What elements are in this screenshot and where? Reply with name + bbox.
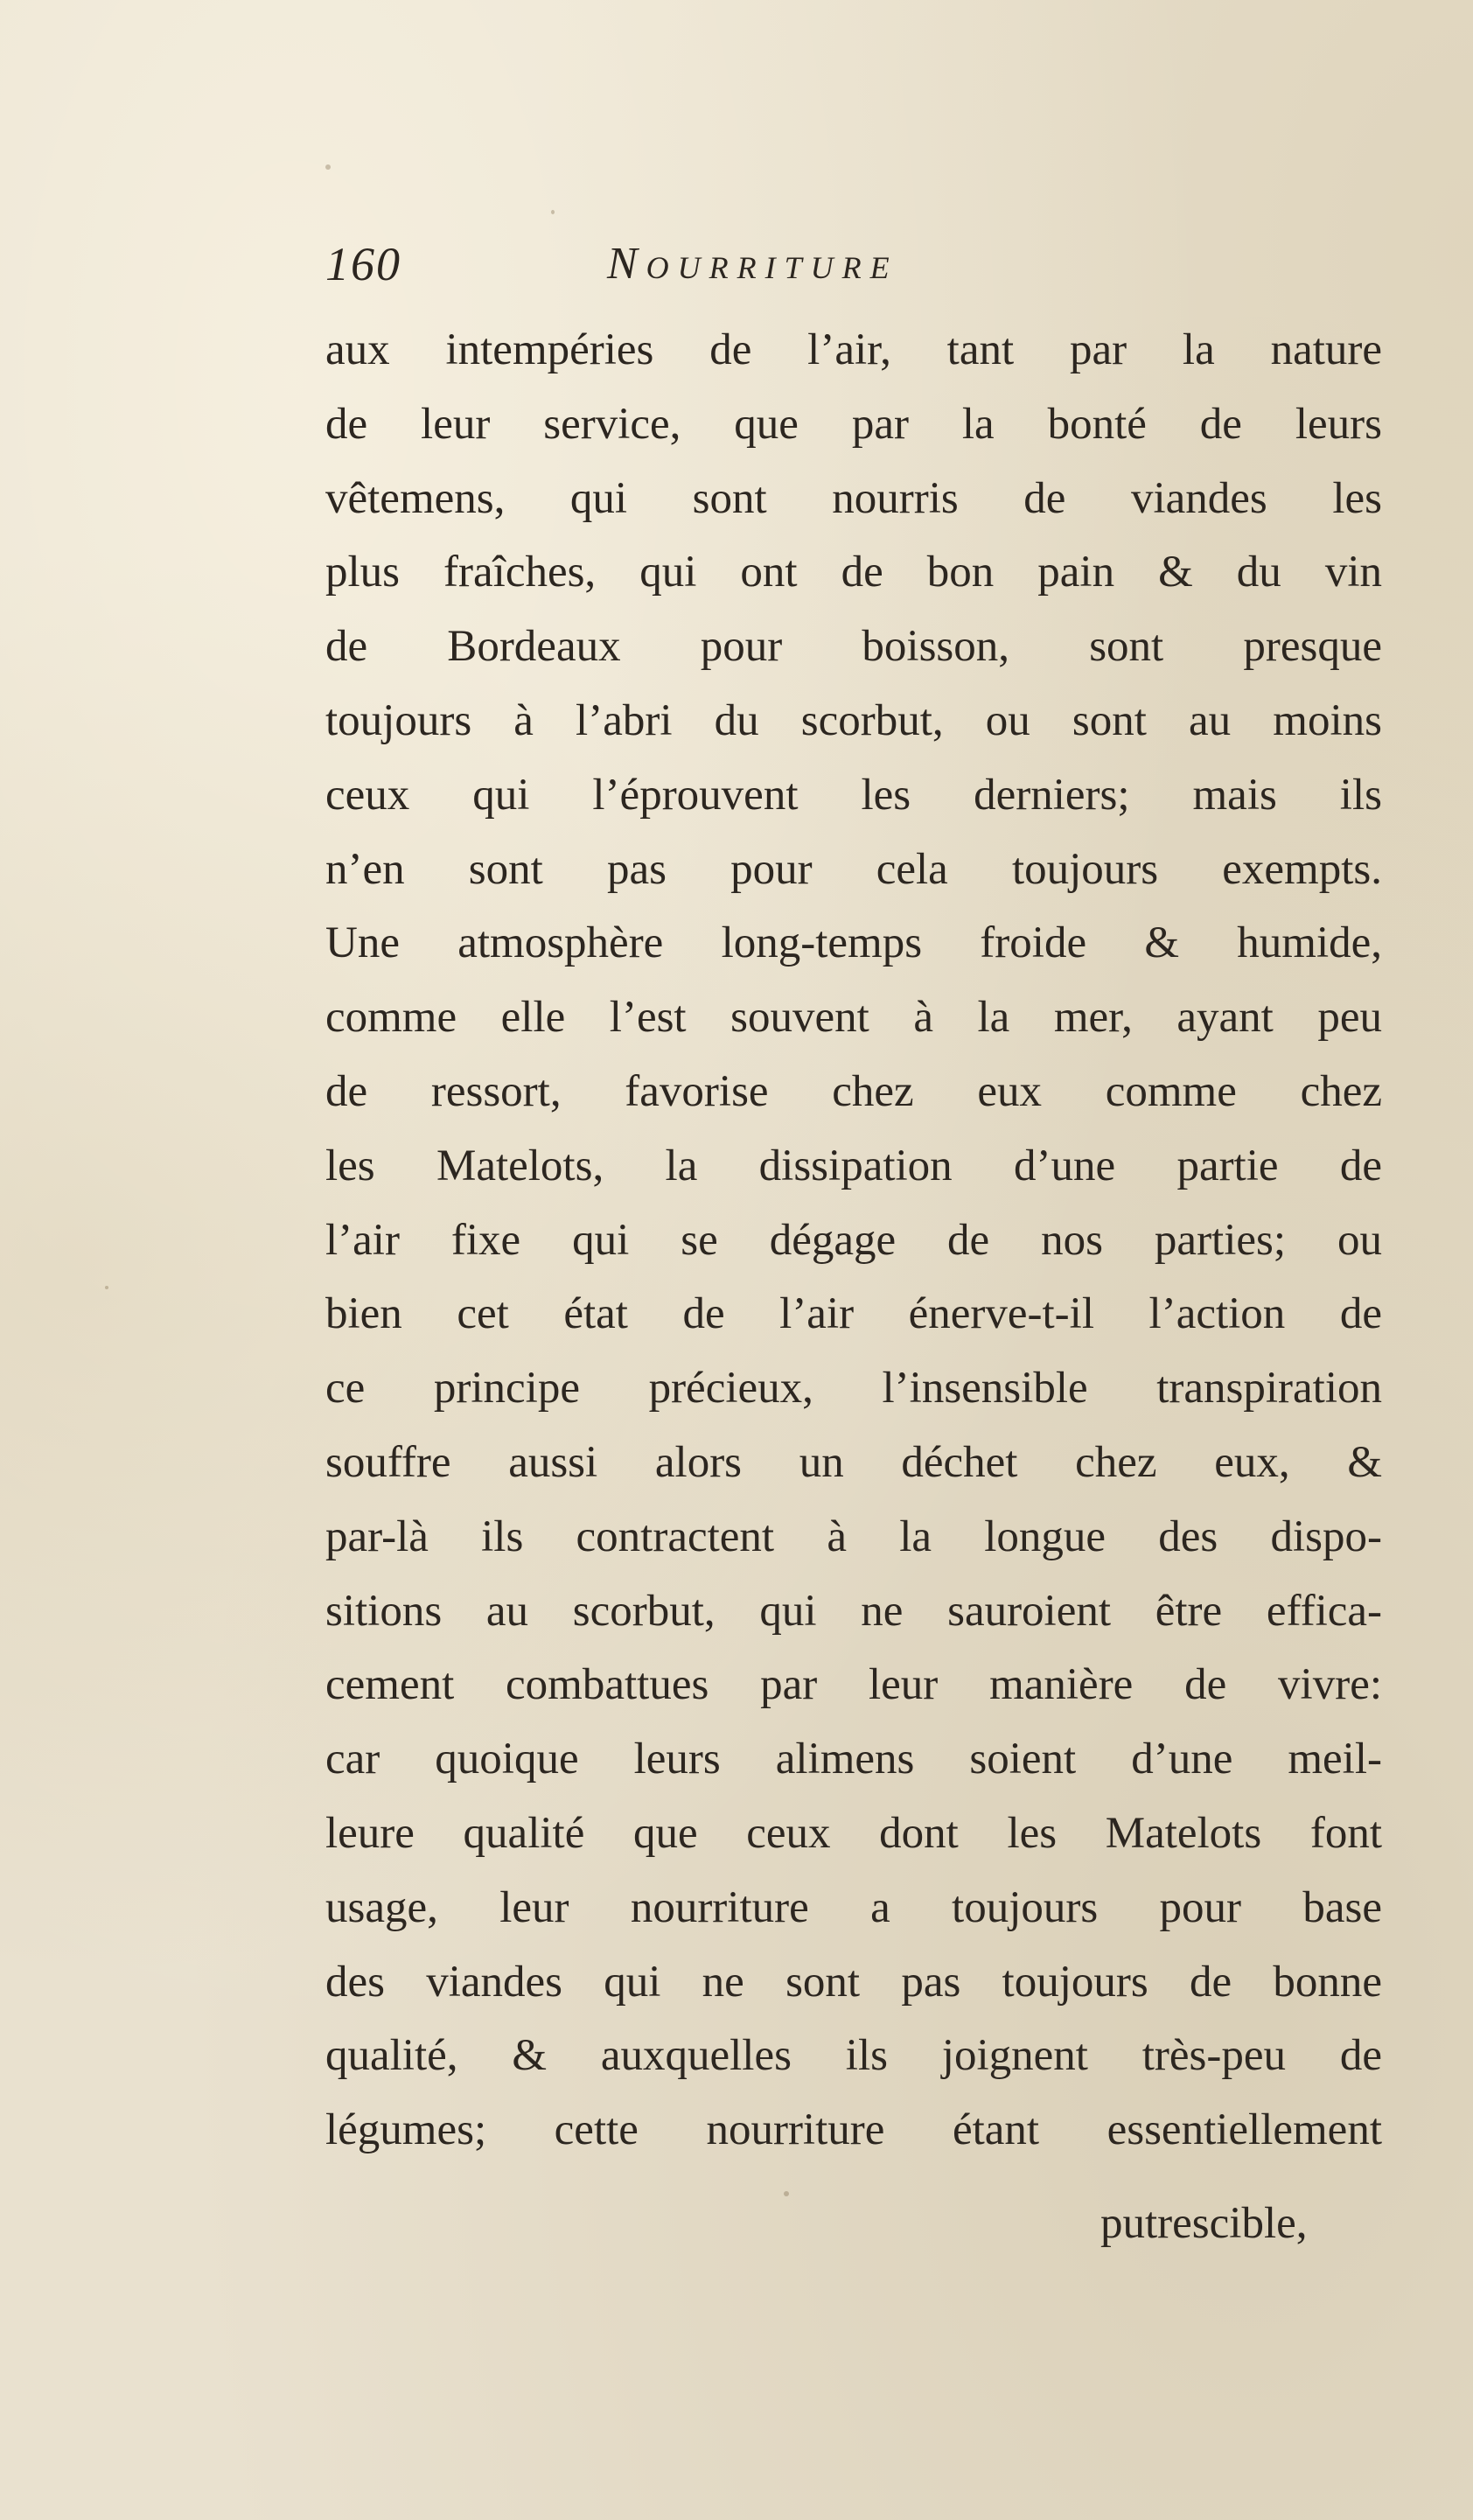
- text-line: ce principe précieux, l’insensible transpiration: [325, 1364, 1382, 1414]
- paper-speck: [325, 164, 331, 170]
- catchword: putrescible,: [1100, 2199, 1308, 2248]
- text-line: aux intempéries de l’air, tant par la nature: [325, 325, 1382, 374]
- text-line: n’en sont pas pour cela toujours exempts.: [325, 844, 1382, 894]
- text-line: usage, leur nourriture a toujours pour base: [325, 1882, 1382, 1932]
- paper-speck: [784, 2191, 789, 2196]
- text-line: comme elle l’est souvent à la mer, ayant peu: [325, 993, 1382, 1043]
- body-text: [325, 313, 1382, 2167]
- text-line: plus fraîches, qui ont de bon pain & du vin: [325, 548, 1382, 597]
- text-line: des viandes qui ne sont pas toujours de bonne: [325, 1957, 1382, 2007]
- text-line: sitions au scorbut, qui ne sauroient être effica-: [325, 1586, 1382, 1636]
- text-line: de Bordeaux pour boisson, sont presque: [325, 622, 1382, 672]
- text-line: de ressort, favorise chez eux comme chez: [325, 1066, 1382, 1116]
- text-line: légumes; cette nourriture étant essentiellement: [325, 2105, 1382, 2155]
- page-header: [325, 229, 1095, 299]
- text-line: les Matelots, la dissipation d’une partie de: [325, 1141, 1382, 1190]
- text-line: de leur service, que par la bonté de leurs: [325, 399, 1382, 449]
- text-line: vêtemens, qui sont nourris de viandes les: [325, 473, 1382, 523]
- text-line: bien cet état de l’air énerve-t-il l’action de: [325, 1289, 1382, 1339]
- text-line: Une atmosphère long-temps froide & humide,: [325, 918, 1382, 968]
- text-line: car quoique leurs alimens soient d’une meil-: [325, 1735, 1382, 1784]
- page-number: 160: [325, 238, 401, 290]
- text-line: cement combattues par leur manière de vivre:: [325, 1660, 1382, 1710]
- text-line: qualité, & auxquelles ils joignent très-peu de: [325, 2031, 1382, 2081]
- running-head: Nourriture: [607, 239, 898, 289]
- text-line: leure qualité que ceux dont les Matelots font: [325, 1808, 1382, 1858]
- paper-speck: [551, 210, 555, 214]
- text-line: toujours à l’abri du scorbut, ou sont au moins: [325, 695, 1382, 745]
- text-line: l’air fixe qui se dégage de nos parties; ou: [325, 1215, 1382, 1265]
- text-line: souffre aussi alors un déchet chez eux, &: [325, 1437, 1382, 1487]
- text-line: par-là ils contractent à la longue des dispo-: [325, 1511, 1382, 1561]
- paper-speck: [105, 1286, 108, 1289]
- text-line: ceux qui l’éprouvent les derniers; mais ils: [325, 770, 1382, 820]
